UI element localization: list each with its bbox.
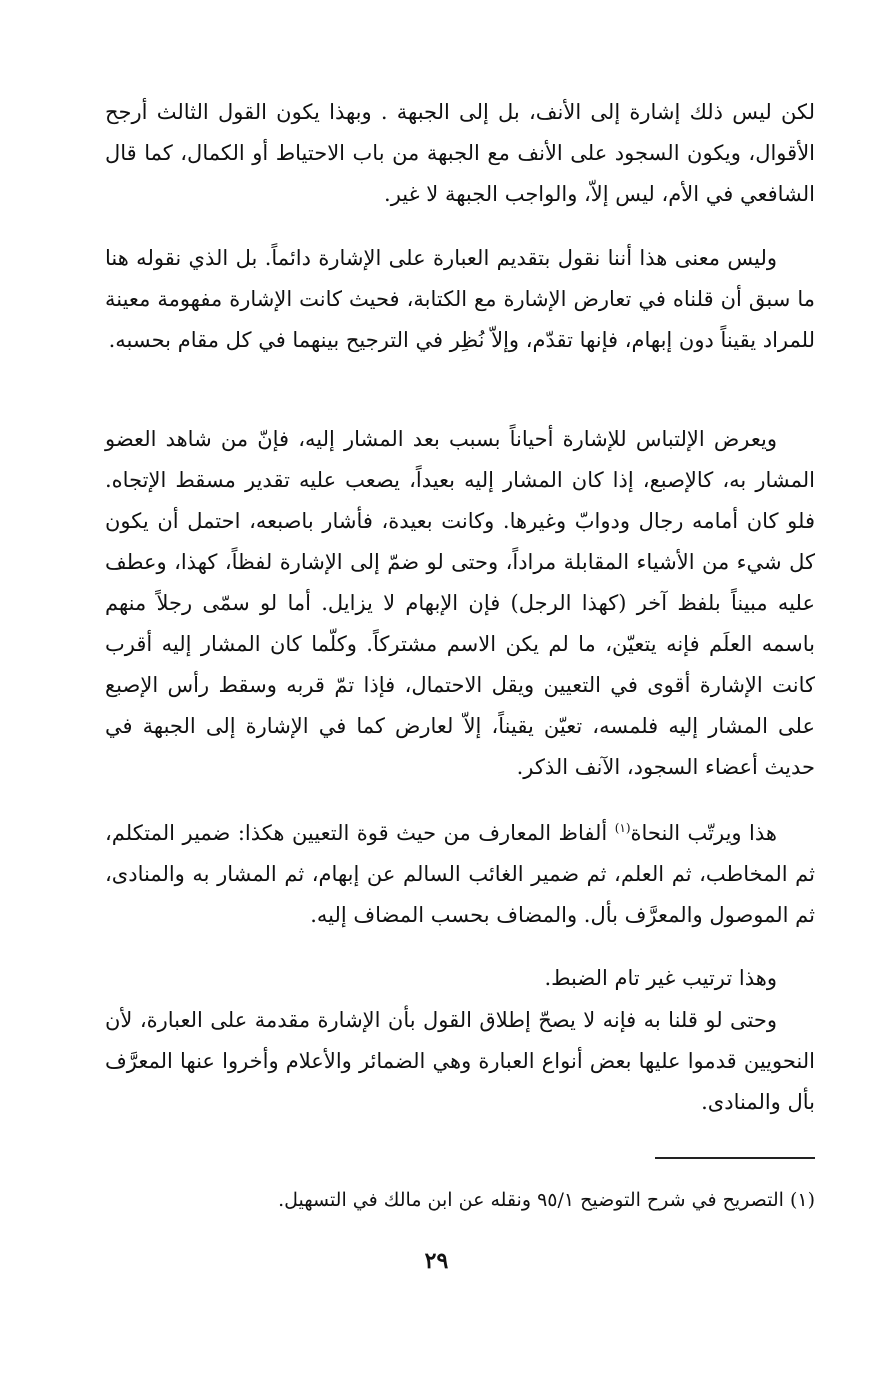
paragraph-4-start: هذا ويرتّب النحاة bbox=[630, 821, 777, 845]
paragraph-5: وهذا ترتيب غير تام الضبط. bbox=[544, 966, 777, 990]
footnote-text: (١) التصريح في شرح التوضيح ٩٥/١ ونقله عن ابن مالك في التسهيل. bbox=[278, 1189, 815, 1211]
paragraph-1: لكن ليس ذلك إشارة إلى الأنف، بل إلى الجبهة . وبهذا يكون القول الثالث أرجح الأقوال، ويكون السجود على الأنف مع الجبهة من باب الاحتياط أو الكمال، كما قال الشافعي في الأم، ليس إلاّ، والواجب الجبهة لا غير. bbox=[105, 100, 815, 206]
footnote-reference[interactable]: (١) bbox=[614, 821, 631, 835]
paragraph-4-rest: ألفاظ المعارف من حيث قوة التعيين هكذا: ضمير المتكلم، ثم المخاطب، ثم العلم، ثم ضمير الغائب السالم عن إبهام، ثم المشار به والمنادى، ثم الموصول والمعرَّف بأل. والمضاف بحسب المضاف إليه. bbox=[105, 821, 815, 927]
footnote-divider bbox=[655, 1157, 815, 1159]
paragraph-6: وحتى لو قلنا به فإنه لا يصحّ إطلاق القول بأن الإشارة مقدمة على العبارة، لأن النحويين قدموا عليها بعض أنواع العبارة وهي الضمائر والأعلام وأخروا عنها المعرَّف بأل والمنادى. bbox=[105, 1008, 815, 1114]
paragraph-2: وليس معنى هذا أننا نقول بتقديم العبارة على الإشارة دائماً. بل الذي نقوله هنا ما سبق أن قلناه في تعارض الإشارة مع الكتابة، فحيث كانت الإشارة مفهومة معينة للمراد يقيناً دون إبهام، فإنها تقدّم، وإلاّ نُظِر في الترجيح بينهما في كل مقام بحسبه. bbox=[105, 246, 815, 352]
paragraph-3: ويعرض الإلتباس للإشارة أحياناً بسبب بعد المشار إليه، فإنّ من شاهد العضو المشار به، كالإصبع، إذا كان المشار إليه بعيداً، يصعب عليه تقدير مسقط الإتجاه. فلو كان أمامه رجال ودوابّ وغيرها. وكانت بعيدة، فأشار باصبعه، احتمل أن يكون كل شيء من الأشياء المقابلة مراداً، وحتى لو ضمّ إلى الإشارة لفظاً، كهذا، وعطف عليه مبيناً بلفظ آخر (كهذا الرجل) فإن الإبهام لا يزايل. أما لو سمّى رجلاً منهم باسمه العلَم فإنه يتعيّن، ما لم يكن الاسم مشتركاً. وكلّما كان المشار إليه أقرب كانت الإشارة أقوى في التعيين ويقل الاحتمال، فإذا تمّ قربه وسقط رأس الإصبع على المشار إليه فلمسه، تعيّن يقيناً، إلاّ لعارض كما في الإشارة إلى الجبهة في حديث أعضاء السجود، الآنف الذكر. bbox=[105, 427, 815, 779]
page-number: ٢٩ bbox=[424, 1248, 449, 1274]
paragraph-4 bbox=[105, 813, 815, 936]
